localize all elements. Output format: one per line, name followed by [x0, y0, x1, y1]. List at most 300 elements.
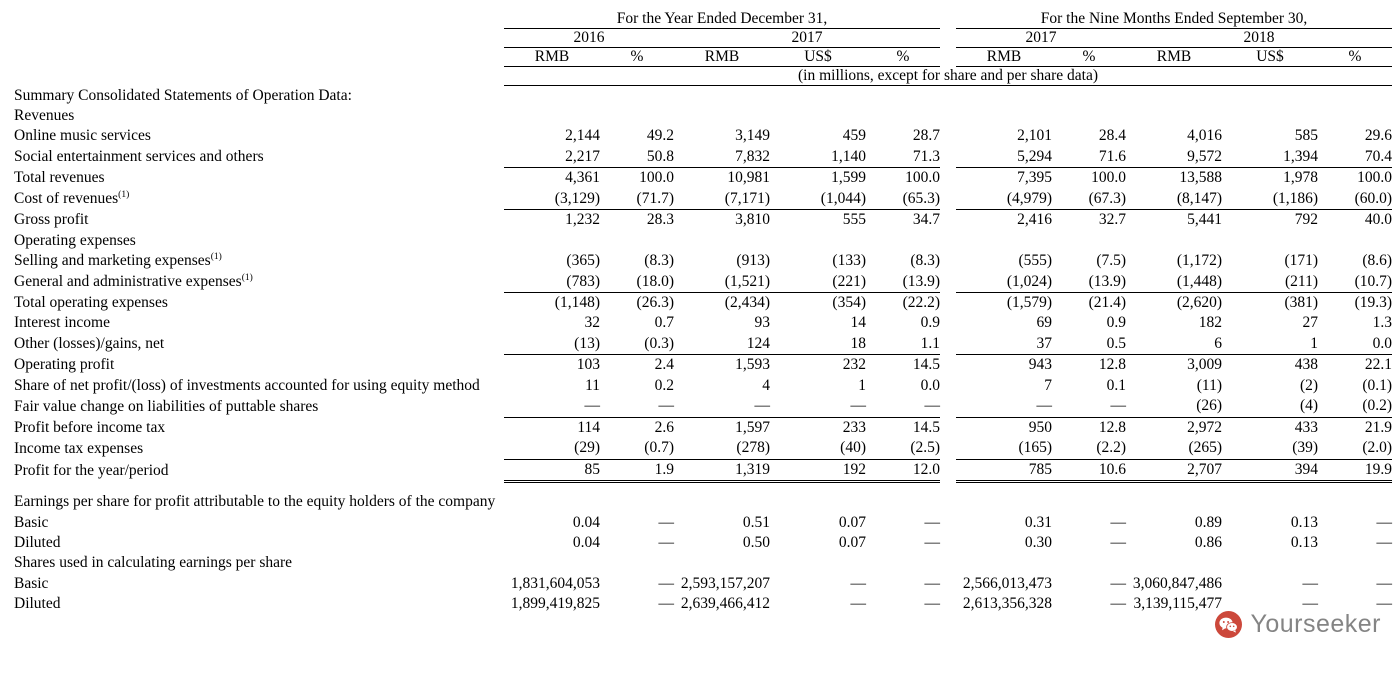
row-value: (2.0)	[1318, 438, 1392, 459]
row-value	[504, 86, 600, 106]
row-value: (39)	[1222, 438, 1318, 459]
row-value	[956, 106, 1052, 126]
header-year-2017-nine-months: 2017	[956, 29, 1126, 48]
row-label: Profit before income tax	[14, 418, 166, 436]
row-value: —	[924, 595, 941, 613]
header-group-1: For the Nine Months Ended September 30,	[956, 10, 1392, 29]
row-value: 14	[850, 314, 866, 332]
row-value: (26)	[1126, 396, 1222, 417]
row-value: 4,016	[1187, 127, 1223, 145]
row-value: 28.3	[646, 211, 674, 229]
row-value: 71.6	[1052, 147, 1126, 168]
watermark	[1215, 610, 1381, 639]
row-value: 1.3	[1372, 314, 1393, 332]
row-value: 3,810	[735, 211, 770, 229]
row-label: Shares used in calculating earnings per share	[14, 554, 293, 572]
row-value: (1,148)	[554, 294, 600, 312]
footnote-marker: (1)	[210, 251, 222, 262]
table-row	[14, 396, 1392, 417]
column-gap	[940, 355, 956, 376]
col-header-6: %	[1052, 48, 1126, 67]
row-value: 182	[1198, 314, 1223, 332]
row-value: 28.7	[912, 127, 941, 145]
row-value: 555	[842, 211, 866, 229]
column-gap	[940, 376, 956, 396]
table-row	[14, 492, 1392, 512]
col-header-0: RMB	[504, 48, 600, 67]
row-value: 943	[1028, 356, 1053, 374]
column-gap	[940, 189, 956, 210]
row-value	[1318, 86, 1392, 106]
row-value	[866, 553, 940, 573]
col-header-9: %	[1318, 48, 1392, 67]
row-value: 438	[1294, 356, 1319, 374]
row-value: 14.5	[912, 418, 941, 436]
row-value: 3,149	[735, 127, 770, 145]
row-label: Social entertainment services and others	[14, 148, 264, 166]
row-value: 114	[577, 418, 600, 436]
row-label: Total operating expenses	[14, 294, 168, 312]
row-value: (13)	[504, 334, 600, 355]
row-value	[1126, 86, 1222, 106]
row-value: (1,024)	[956, 272, 1052, 293]
row-value: 14.5	[912, 356, 941, 374]
row-value: 1,597	[735, 418, 770, 436]
row-value: —	[1376, 513, 1393, 531]
row-value: 2,416	[1017, 211, 1053, 229]
row-value: (22.2)	[902, 294, 941, 312]
row-value: 4	[762, 376, 770, 394]
row-value: (2,620)	[1176, 294, 1223, 312]
unit-note: (in millions, except for share and per share data)	[504, 67, 1392, 86]
row-value: (3,129)	[504, 189, 600, 210]
row-label: Share of net profit/(loss) of investments accounted for using equity method	[14, 376, 480, 394]
row-value: (381)	[1284, 294, 1319, 312]
row-value: —	[658, 534, 674, 552]
row-value: —	[956, 396, 1052, 417]
row-value: —	[1376, 574, 1393, 592]
row-value	[504, 106, 600, 126]
row-value: 12.8	[1098, 418, 1127, 436]
row-value	[504, 492, 600, 512]
row-value: (40)	[770, 438, 866, 459]
table-row	[14, 313, 1392, 333]
row-value: 29.6	[1364, 127, 1393, 145]
column-gap	[940, 513, 956, 533]
row-value	[770, 86, 866, 106]
header-group-row	[14, 10, 1392, 29]
row-value: 9,572	[1126, 147, 1222, 168]
row-value: (8,147)	[1126, 189, 1222, 210]
row-value: 3,009	[1187, 356, 1223, 374]
row-value: 585	[1294, 127, 1319, 145]
row-value: (21.4)	[1088, 294, 1127, 312]
table-row	[14, 168, 1392, 189]
row-value	[1052, 492, 1126, 512]
row-value: 1,319	[674, 459, 770, 481]
table-row	[14, 438, 1392, 459]
col-header-4: %	[866, 48, 940, 67]
row-value: (133)	[832, 252, 866, 270]
row-value: (2,434)	[724, 294, 770, 312]
row-value: 7	[1044, 376, 1053, 394]
row-value: —	[924, 534, 941, 552]
row-value: (1,521)	[674, 272, 770, 293]
column-gap	[940, 231, 956, 251]
header-unit-row	[14, 67, 1392, 86]
row-value: (165)	[956, 438, 1052, 459]
row-value: 100.0	[905, 169, 941, 187]
row-value: 28.4	[1098, 127, 1127, 145]
row-value: 394	[1222, 459, 1318, 481]
row-value: —	[924, 513, 941, 531]
column-gap	[940, 438, 956, 459]
row-value: 19.9	[1318, 459, 1392, 481]
row-value	[1126, 553, 1222, 573]
row-value: (67.3)	[1052, 189, 1126, 210]
row-value: 1.9	[600, 459, 674, 481]
row-value: 3,139,115,477	[1133, 595, 1223, 613]
row-value: 4,361	[565, 169, 600, 187]
row-value: (8.3)	[910, 252, 941, 270]
table-row	[14, 210, 1392, 231]
row-label: Other (losses)/gains, net	[14, 335, 165, 353]
row-value	[504, 231, 600, 251]
row-value	[1126, 106, 1222, 126]
row-value: 2,613,356,328	[962, 595, 1053, 613]
row-value: 2,639,466,412	[680, 595, 770, 613]
row-value: 1,593	[735, 356, 770, 374]
row-value	[1052, 231, 1126, 251]
row-value: 1,978	[1283, 169, 1319, 187]
row-value: —	[658, 574, 674, 592]
row-value	[1222, 106, 1318, 126]
row-value: 13,588	[1179, 169, 1223, 187]
table-row	[14, 189, 1392, 210]
row-label: Cost of revenues$^{(1)}$	[14, 190, 130, 208]
row-value: 32.7	[1098, 211, 1127, 229]
row-value: (2.2)	[1052, 438, 1126, 459]
row-value	[770, 553, 866, 573]
row-value: 5,294	[956, 147, 1052, 168]
col-header-7: RMB	[1126, 48, 1222, 67]
column-gap	[940, 106, 956, 126]
row-value: —	[1302, 595, 1319, 613]
row-value	[956, 231, 1052, 251]
row-value: —	[1052, 396, 1126, 417]
table-row	[14, 251, 1392, 271]
column-gap	[940, 594, 956, 614]
table-row	[14, 334, 1392, 355]
row-value: (0.1)	[1362, 376, 1393, 394]
row-value: 433	[1294, 418, 1319, 436]
row-value: 0.9	[920, 314, 941, 332]
row-value: 785	[956, 459, 1052, 481]
row-value: 103	[576, 356, 600, 374]
row-value: —	[850, 595, 866, 613]
row-value: —	[1376, 595, 1393, 613]
row-value: 0.51	[742, 513, 770, 531]
column-gap	[940, 126, 956, 146]
column-gap	[940, 417, 956, 438]
row-value	[600, 492, 674, 512]
row-value	[674, 231, 770, 251]
table-row	[14, 86, 1392, 106]
column-gap	[940, 396, 956, 417]
row-label: Total revenues	[14, 169, 105, 187]
col-header-8: US$	[1222, 48, 1318, 67]
row-value: 0.2	[654, 376, 674, 394]
row-value: (29)	[504, 438, 600, 459]
row-value: —	[1110, 574, 1127, 592]
row-value: 2,707	[1126, 459, 1222, 481]
row-value: (1,448)	[1126, 272, 1222, 293]
row-value: 12.8	[1098, 356, 1127, 374]
column-gap	[940, 293, 956, 314]
row-value: 7,832	[674, 147, 770, 168]
row-value: (1,186)	[1222, 189, 1318, 210]
row-value: —	[1110, 513, 1127, 531]
row-value: 459	[842, 127, 866, 145]
row-value	[1318, 106, 1392, 126]
row-value: 1,232	[565, 211, 600, 229]
row-value: 69	[1036, 314, 1053, 332]
row-value	[1222, 553, 1318, 573]
row-value: (0.7)	[600, 438, 674, 459]
table-row	[14, 417, 1392, 438]
row-label: Operating expenses	[14, 231, 136, 249]
row-value: 10.6	[1052, 459, 1126, 481]
row-value: (2.5)	[866, 438, 940, 459]
row-value: (8.3)	[644, 252, 674, 270]
row-label: Interest income	[14, 314, 110, 332]
row-label: Diluted	[14, 534, 61, 552]
row-label: Fair value change on liabilities of puttable shares	[14, 397, 319, 415]
row-value: (265)	[1126, 438, 1222, 459]
row-value: 792	[1294, 211, 1319, 229]
table-row	[14, 272, 1392, 293]
row-value: (221)	[770, 272, 866, 293]
row-value: (26.3)	[636, 294, 674, 312]
row-value: 34.7	[912, 211, 941, 229]
row-value: 10,981	[727, 169, 770, 187]
row-value: 0.0	[1318, 334, 1392, 355]
row-value: 85	[504, 459, 600, 481]
row-value: 2.6	[654, 418, 674, 436]
row-label: Gross profit	[14, 211, 89, 229]
row-label: Diluted	[14, 595, 61, 613]
row-value: 7,395	[1017, 169, 1053, 187]
header-year-row	[14, 29, 1392, 48]
table-row	[14, 126, 1392, 146]
row-value	[600, 86, 674, 106]
table-row	[14, 355, 1392, 376]
row-label: Online music services	[14, 127, 151, 145]
header-year-2018-nine-months: 2018	[1126, 29, 1392, 48]
row-value: 0.04	[572, 513, 600, 531]
row-value	[1318, 231, 1392, 251]
row-value: —	[866, 396, 940, 417]
column-gap	[940, 210, 956, 231]
column-gap	[940, 334, 956, 355]
row-value: 6	[1126, 334, 1222, 355]
row-value	[1222, 86, 1318, 106]
col-header-5: RMB	[956, 48, 1052, 67]
row-value: —	[674, 396, 770, 417]
col-header-1: %	[600, 48, 674, 67]
row-value: (555)	[1018, 252, 1053, 270]
row-label: General and administrative expenses$^{(1)}$	[14, 272, 253, 291]
column-gap	[940, 251, 956, 271]
row-value: (0.3)	[600, 334, 674, 355]
table-row	[14, 533, 1392, 553]
row-value	[1222, 492, 1318, 512]
row-value: (354)	[832, 294, 866, 312]
row-value: 2,101	[1017, 127, 1053, 145]
row-value: —	[658, 595, 674, 613]
row-value: (19.3)	[1354, 294, 1393, 312]
row-value	[1052, 553, 1126, 573]
row-value: (7.5)	[1096, 252, 1127, 270]
row-value: 2,144	[565, 127, 600, 145]
row-value: 11	[585, 376, 600, 394]
row-value: 32	[584, 314, 600, 332]
row-value: 0.13	[1290, 534, 1319, 552]
row-value: 2,566,013,473	[962, 574, 1053, 592]
row-value: (1,579)	[1006, 294, 1053, 312]
row-value: 50.8	[600, 147, 674, 168]
row-value: 70.4	[1318, 147, 1392, 168]
row-value	[1222, 231, 1318, 251]
row-value: 49.2	[646, 127, 674, 145]
row-value: (7,171)	[674, 189, 770, 210]
column-gap	[940, 272, 956, 293]
row-value	[866, 86, 940, 106]
column-gap	[940, 313, 956, 333]
header-group-0: For the Year Ended December 31,	[504, 10, 940, 29]
row-value: —	[1302, 574, 1319, 592]
table-row	[14, 106, 1392, 126]
row-value: 0.9	[1106, 314, 1127, 332]
row-label: Revenues	[14, 106, 75, 124]
col-header-2: RMB	[674, 48, 770, 67]
row-value: —	[658, 513, 674, 531]
row-value: 0.30	[1024, 534, 1053, 552]
row-value: 1,140	[770, 147, 866, 168]
table-row	[14, 574, 1392, 594]
row-label: Basic	[14, 513, 49, 531]
row-value: (2)	[1299, 376, 1319, 394]
table-row	[14, 376, 1392, 396]
row-value: (4,979)	[956, 189, 1052, 210]
row-value: —	[924, 574, 941, 592]
header-year-2017-annual: 2017	[674, 29, 940, 48]
row-value: (913)	[736, 252, 770, 270]
row-value: 100.0	[639, 169, 674, 187]
row-value: 37	[956, 334, 1052, 355]
row-value	[956, 492, 1052, 512]
row-value: —	[850, 574, 866, 592]
row-value: 0.07	[838, 534, 866, 552]
row-value: 0.07	[838, 513, 866, 531]
row-value: —	[600, 396, 674, 417]
footnote-marker: (1)	[118, 190, 130, 201]
row-value: —	[1110, 534, 1127, 552]
row-value: 0.86	[1194, 534, 1223, 552]
column-gap	[940, 86, 956, 106]
row-value: (10.7)	[1318, 272, 1392, 293]
row-value	[1052, 86, 1126, 106]
row-label: Selling and marketing expenses$^{(1)}$	[14, 251, 222, 270]
row-value: (365)	[566, 252, 600, 270]
row-value: (8.6)	[1362, 252, 1393, 270]
row-label: Basic	[14, 574, 49, 592]
row-label: Operating profit	[14, 356, 115, 374]
row-value: 40.0	[1364, 211, 1393, 229]
column-gap	[940, 553, 956, 573]
footnote-marker: (1)	[241, 272, 253, 283]
row-value	[600, 553, 674, 573]
row-value	[956, 553, 1052, 573]
row-value: 1,394	[1222, 147, 1318, 168]
row-value	[1318, 553, 1392, 573]
row-value	[674, 492, 770, 512]
row-value: 0.04	[572, 534, 600, 552]
row-value: (18.0)	[600, 272, 674, 293]
row-label: Income tax expenses	[14, 439, 144, 457]
table-row	[14, 293, 1392, 314]
col-header-3: US$	[770, 48, 866, 67]
wechat-icon	[1215, 611, 1242, 638]
row-value: (11)	[1196, 376, 1223, 394]
row-value: 22.1	[1364, 356, 1393, 374]
row-value: 27	[1302, 314, 1319, 332]
row-value: (60.0)	[1318, 189, 1392, 210]
row-value: 124	[674, 334, 770, 355]
row-value: —	[504, 396, 600, 417]
row-value: 12.0	[866, 459, 940, 481]
row-value: 1	[858, 376, 866, 394]
row-value: (211)	[1222, 272, 1318, 293]
row-value: 18	[770, 334, 866, 355]
row-value: 100.0	[1357, 169, 1393, 187]
row-value: 100.0	[1091, 169, 1127, 187]
row-value: (171)	[1284, 252, 1319, 270]
row-value	[600, 231, 674, 251]
row-value: 5,441	[1187, 211, 1223, 229]
row-value: 0.0	[920, 376, 941, 394]
row-value: (4)	[1222, 396, 1318, 417]
table-row	[14, 553, 1392, 573]
row-value: 1,599	[831, 169, 866, 187]
row-value: 0.13	[1290, 513, 1319, 531]
row-value: 21.9	[1364, 418, 1393, 436]
row-value: 1.1	[866, 334, 940, 355]
row-value	[674, 106, 770, 126]
row-value	[770, 492, 866, 512]
row-value	[866, 231, 940, 251]
table-row	[14, 459, 1392, 481]
row-value: 0.5	[1052, 334, 1126, 355]
column-gap	[940, 147, 956, 168]
row-value: (278)	[674, 438, 770, 459]
row-value: 1,899,419,825	[510, 595, 600, 613]
row-value: 2,593,157,207	[680, 574, 770, 592]
row-label: Summary Consolidated Statements of Operation Data:	[14, 86, 352, 104]
row-value: 0.89	[1194, 513, 1223, 531]
row-value: 0.1	[1106, 376, 1127, 394]
table-row	[14, 594, 1392, 614]
